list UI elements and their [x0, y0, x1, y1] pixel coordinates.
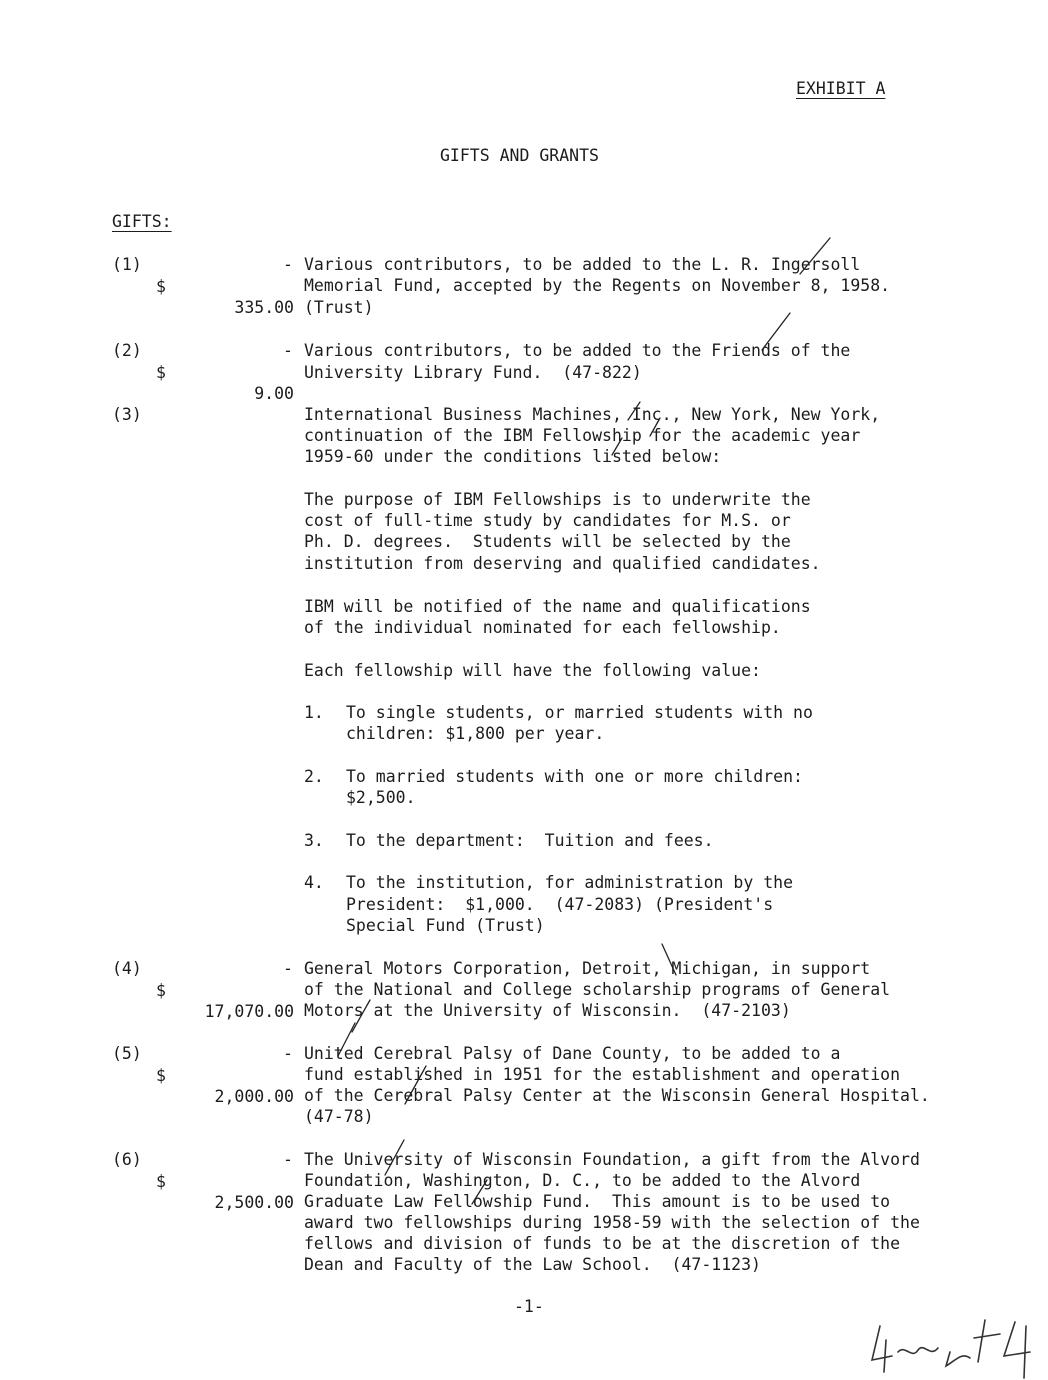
gift-text-line: Dean and Faculty of the Law School. (47-1123) — [304, 1255, 761, 1274]
exhibit-label: EXHIBIT A — [796, 79, 886, 98]
list-item-number: 4. — [304, 873, 324, 892]
dash: - — [283, 1044, 293, 1063]
dash: - — [283, 341, 293, 360]
gift-text-line: fellows and division of funds to be at the discretion of the — [304, 1234, 901, 1253]
gift-text-line: University Library Fund. (47-822) — [304, 363, 642, 382]
gift-text-line: Graduate Law Fellowship Fund. This amount is to be used to — [304, 1192, 891, 1211]
gift-text-line: of the Cerebral Palsy Center at the Wisconsin General Hospital. — [304, 1086, 930, 1105]
list-item-line: Special Fund (Trust) — [346, 916, 545, 935]
dash: - — [283, 1150, 293, 1169]
check-mark-stroke — [405, 1066, 426, 1104]
gift-text-line: United Cerebral Palsy of Dane County, to be added to a — [304, 1044, 841, 1063]
dash: - — [283, 959, 293, 978]
dollar-sign: $ — [156, 276, 166, 296]
gift-text-line: 1959-60 under the conditions listed below: — [304, 447, 722, 466]
handwritten-note — [872, 1320, 1030, 1378]
check-mark-stroke — [612, 438, 622, 455]
page-title: GIFTS AND GRANTS — [440, 146, 599, 165]
check-mark-stroke — [352, 1000, 370, 1032]
gift-text-line: International Business Machines, Inc., New York, New York, — [304, 405, 881, 424]
gift-text-line: of the National and College scholarship programs of General — [304, 980, 891, 999]
section-heading: GIFTS: — [112, 212, 172, 231]
check-mark-stroke — [662, 944, 676, 975]
gift-text-line: (Trust) — [304, 298, 374, 317]
check-mark-stroke — [628, 402, 640, 420]
gift-label: (4) — [112, 959, 142, 978]
gift-label: (6) — [112, 1150, 142, 1169]
gift-text-line: Motors at the University of Wisconsin. (47-2103) — [304, 1001, 791, 1020]
dash: - — [283, 255, 293, 274]
gift-text-line: (47-78) — [304, 1107, 374, 1126]
list-item-line: To the department: Tuition and fees. — [346, 831, 714, 850]
paragraph-line: Ph. D. degrees. Students will be selected by the — [304, 532, 791, 551]
check-mark-stroke — [338, 1023, 355, 1056]
list-item-line: $2,500. — [346, 788, 416, 807]
amount-value: 17,070.00 — [204, 1002, 294, 1021]
amount-value: 335.00 — [234, 298, 294, 317]
gift-text-line: Various contributors, to be added to the Friends of the — [304, 341, 851, 360]
amount-value: 9.00 — [254, 384, 294, 403]
amount-value: 2,500.00 — [214, 1193, 294, 1212]
gift-text-line: General Motors Corporation, Detroit, Michigan, in support — [304, 959, 871, 978]
list-item-number: 1. — [304, 703, 324, 722]
paragraph-line: IBM will be notified of the name and qualifications — [304, 597, 811, 616]
check-mark-stroke — [472, 1180, 487, 1204]
paragraph-line: Each fellowship will have the following value: — [304, 661, 761, 680]
dollar-sign: $ — [156, 1065, 166, 1085]
gift-text-line: Various contributors, to be added to the L. R. Ingersoll — [304, 255, 861, 274]
gift-text-line: The University of Wisconsin Foundation, a gift from the Alvord — [304, 1150, 920, 1169]
gift-text-line: award two fellowships during 1958-59 with the selection of the — [304, 1213, 920, 1232]
dollar-sign: $ — [156, 362, 166, 382]
paragraph-line: cost of full-time study by candidates for M.S. or — [304, 511, 791, 530]
list-item-number: 3. — [304, 831, 324, 850]
dollar-sign: $ — [156, 1171, 166, 1191]
check-mark-stroke — [762, 313, 790, 350]
list-item-line: To married students with one or more children: — [346, 767, 803, 786]
check-mark-stroke — [650, 418, 660, 436]
gift-text-line: Foundation, Washington, D. C., to be added to the Alvord — [304, 1171, 861, 1190]
check-mark-stroke — [800, 238, 830, 274]
gift-text-line: continuation of the IBM Fellowship for the academic year — [304, 426, 861, 445]
check-mark-stroke — [385, 1140, 404, 1175]
paragraph-line: The purpose of IBM Fellowships is to underwrite the — [304, 490, 811, 509]
list-item-line: To the institution, for administration by the — [346, 873, 794, 892]
dollar-sign: $ — [156, 980, 166, 1000]
list-item-line: children: $1,800 per year. — [346, 724, 605, 743]
paragraph-line: institution from deserving and qualified candidates. — [304, 554, 821, 573]
page-number: -1- — [514, 1297, 544, 1316]
gift-label: (1) — [112, 255, 142, 274]
list-item-line: To single students, or married students with no — [346, 703, 813, 722]
amount-value: 2,000.00 — [214, 1087, 294, 1106]
list-item-line: President: $1,000. (47-2083) (President's — [346, 895, 774, 914]
gift-label: (3) — [112, 405, 142, 424]
gift-label: (5) — [112, 1044, 142, 1063]
gift-label: (2) — [112, 341, 142, 360]
paragraph-line: of the individual nominated for each fellowship. — [304, 618, 781, 637]
list-item-number: 2. — [304, 767, 324, 786]
gift-text-line: fund established in 1951 for the establishment and operation — [304, 1065, 901, 1084]
gift-text-line: Memorial Fund, accepted by the Regents on November 8, 1958. — [304, 276, 891, 295]
